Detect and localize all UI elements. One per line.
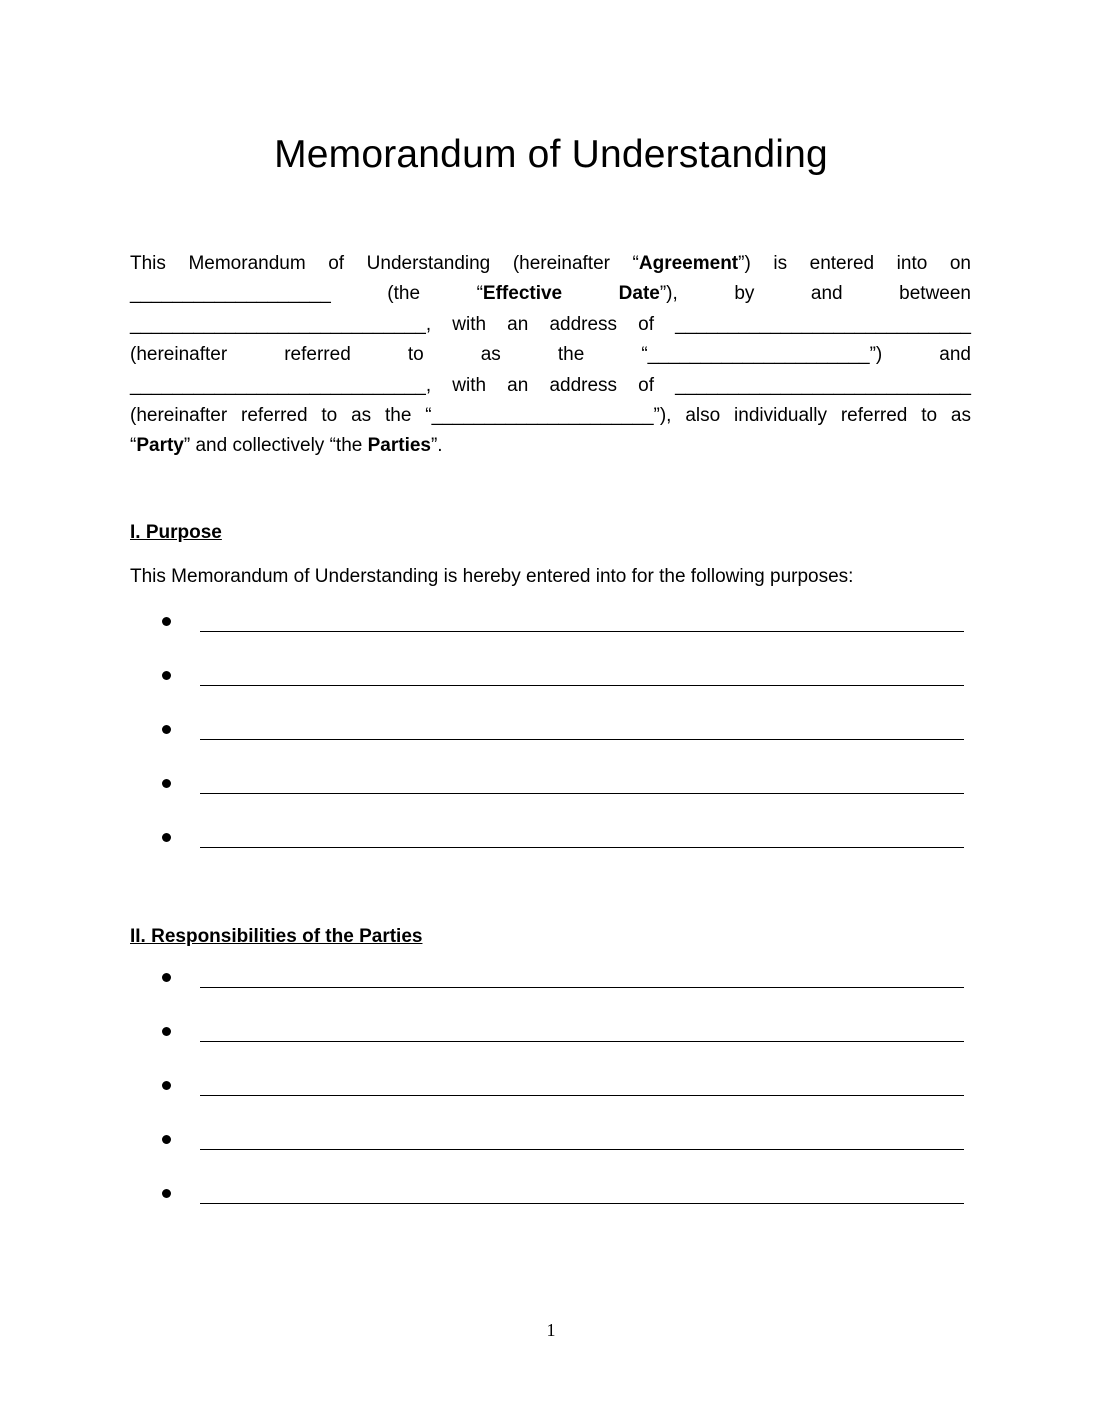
bullet-icon <box>162 1189 171 1198</box>
blank-line <box>200 1041 964 1042</box>
page-number: 1 <box>546 1320 556 1340</box>
effective-date-term: Effective Date <box>482 283 660 305</box>
list-item <box>160 1128 965 1182</box>
bullet-icon <box>162 833 171 842</box>
list-item <box>160 718 965 772</box>
list-item <box>160 1182 965 1236</box>
blank-line <box>200 987 964 988</box>
agreement-term: Agreement <box>638 253 739 274</box>
bullet-icon <box>162 779 171 788</box>
responsibilities-heading: II. Responsibilities of the Parties <box>130 926 423 947</box>
intro-line-1: This Memorandum of Understanding (hereinafter “Agreement”) is entered into on <box>130 253 971 274</box>
blank-line <box>200 1203 964 1204</box>
intro-line-6: (hereinafter referred to as the “_____________________”), also individually referred to as <box>130 405 971 427</box>
bullet-icon <box>162 671 171 680</box>
list-item <box>160 1074 965 1128</box>
blank-line <box>200 1149 964 1150</box>
responsibilities-list <box>160 966 965 1236</box>
bullet-icon <box>162 1135 171 1144</box>
blank-line <box>200 1095 964 1096</box>
purpose-text: This Memorandum of Understanding is hereby entered into for the following purposes: <box>130 566 854 587</box>
bullet-icon <box>162 973 171 982</box>
party-term: Party <box>136 435 184 457</box>
purpose-heading: I. Purpose <box>130 522 222 543</box>
bullet-icon <box>162 725 171 734</box>
document-title: Memorandum of Understanding <box>274 133 828 176</box>
intro-line-3: ____________________________, with an address of ____________________________ <box>130 313 971 335</box>
list-item <box>160 772 965 826</box>
blank-line <box>200 793 964 794</box>
list-item <box>160 664 965 718</box>
blank-line <box>200 685 964 686</box>
parties-term: Parties <box>367 435 431 457</box>
purpose-list <box>160 610 965 880</box>
blank-line <box>200 631 964 632</box>
list-item <box>160 826 965 880</box>
intro-line-2: ___________________ (the “Effective Date”), by and between <box>130 283 971 305</box>
list-item <box>160 610 965 664</box>
intro-line-7: “Party” and collectively “the Parties”. <box>130 435 443 457</box>
intro-paragraph <box>130 249 971 462</box>
list-item <box>160 966 965 1020</box>
list-item <box>160 1020 965 1074</box>
bullet-icon <box>162 1027 171 1036</box>
blank-line <box>200 847 964 848</box>
bullet-icon <box>162 617 171 626</box>
bullet-icon <box>162 1081 171 1090</box>
blank-line <box>200 739 964 740</box>
intro-line-4: (hereinafter referred to as the “_____________________”) and <box>130 344 971 366</box>
intro-line-5: ____________________________, with an address of ____________________________ <box>130 374 971 396</box>
